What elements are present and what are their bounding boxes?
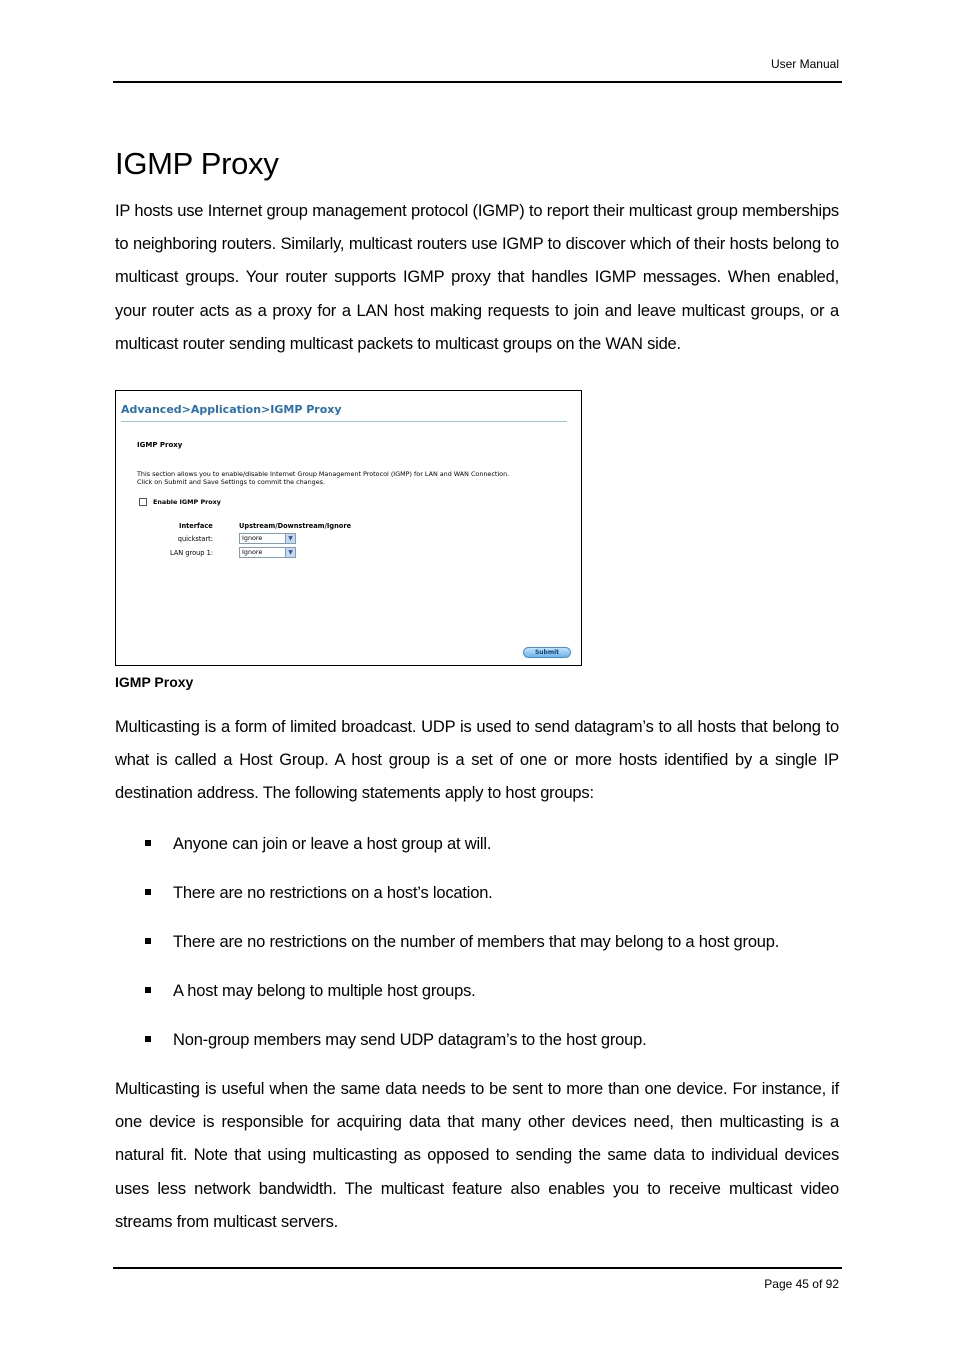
chevron-down-icon[interactable]: ▼	[285, 548, 295, 557]
igmp-proxy-screenshot	[115, 390, 582, 666]
bullet-icon	[145, 987, 151, 993]
multicast-usage-paragraph: Multicasting is useful when the same data needs to be sent to more than one device. For instance, if one device is responsible for acquiring data that many other devices need, then multicasting is a natural fit. Note that using multicasting as opposed to sending the same data to individual devices uses less network bandwidth. The multicast feature also enables you to receive multicast video streams from multicast servers.	[115, 1080, 839, 1231]
bullet-icon	[145, 1036, 151, 1042]
list-item	[145, 930, 779, 979]
select-value: Ignore	[242, 534, 263, 542]
header-label: User Manual	[770, 57, 839, 71]
enable-igmp-row	[139, 498, 221, 506]
page-number: Page 45 of 92	[764, 1277, 839, 1291]
description-line: Click on Submit and Save Settings to commit the changes.	[137, 478, 325, 486]
breadcrumb: Advanced>Application>IGMP Proxy	[121, 403, 342, 416]
list-item	[145, 881, 779, 930]
list-item-text: Non-group members may send UDP datagram’s to the host group.	[173, 1031, 647, 1049]
list-item-text: There are no restrictions on a host’s location.	[173, 884, 493, 902]
interface-column-header: Interface	[179, 522, 213, 530]
lan-group-1-mode-select[interactable]	[239, 547, 296, 558]
intro-paragraph: IP hosts use Internet group management protocol (IGMP) to report their multicast group memberships to neighboring routers. Similarly, multicast routers use IGMP to discover which of their hosts belong to multicast groups. Your router supports IGMP proxy that handles IGMP messages. When enabled, your router acts as a proxy for a LAN host making requests to join and leave multicast groups, or a multicast router sending multicast packets to multicast groups on the WAN side.	[115, 202, 839, 353]
figure-caption: IGMP Proxy	[115, 674, 194, 690]
enable-igmp-checkbox[interactable]	[139, 498, 147, 506]
select-value: Ignore	[242, 548, 263, 556]
row-label-lan-group-1: LAN group 1:	[169, 549, 213, 557]
enable-igmp-label: Enable IGMP Proxy	[153, 498, 221, 506]
submit-button[interactable]: Submit	[523, 647, 571, 658]
row-label-quickstart: quickstart:	[177, 535, 213, 543]
host-group-rules-list	[145, 832, 779, 1077]
header-rule	[113, 81, 842, 83]
list-item-text: There are no restrictions on the number of members that may belong to a host group.	[173, 933, 780, 951]
page-title: IGMP Proxy	[115, 146, 279, 181]
footer-rule	[113, 1267, 842, 1269]
list-item	[145, 832, 779, 881]
quickstart-mode-select[interactable]	[239, 533, 296, 544]
bullet-icon	[145, 840, 151, 846]
section-title: IGMP Proxy	[137, 441, 183, 449]
list-item	[145, 979, 779, 1028]
list-item-text: A host may belong to multiple host groups.	[173, 982, 476, 1000]
bullet-icon	[145, 938, 151, 944]
mode-column-header: Upstream/Downstream/Ignore	[239, 522, 352, 530]
breadcrumb-divider	[121, 421, 567, 422]
bullet-icon	[145, 889, 151, 895]
host-group-paragraph: Multicasting is a form of limited broadcast. UDP is used to send datagram’s to all hosts that belong to what is called a Host Group. A host group is a set of one or more hosts identified by a single IP destination address. The following statements apply to host groups:	[115, 718, 839, 803]
list-item-text: Anyone can join or leave a host group at will.	[173, 835, 492, 853]
chevron-down-icon[interactable]: ▼	[285, 534, 295, 543]
description-line: This section allows you to enable/disable Internet Group Management Protocol (IGMP) for LAN and WAN Connection.	[137, 470, 510, 478]
section-description	[137, 470, 557, 486]
list-item	[145, 1028, 779, 1077]
